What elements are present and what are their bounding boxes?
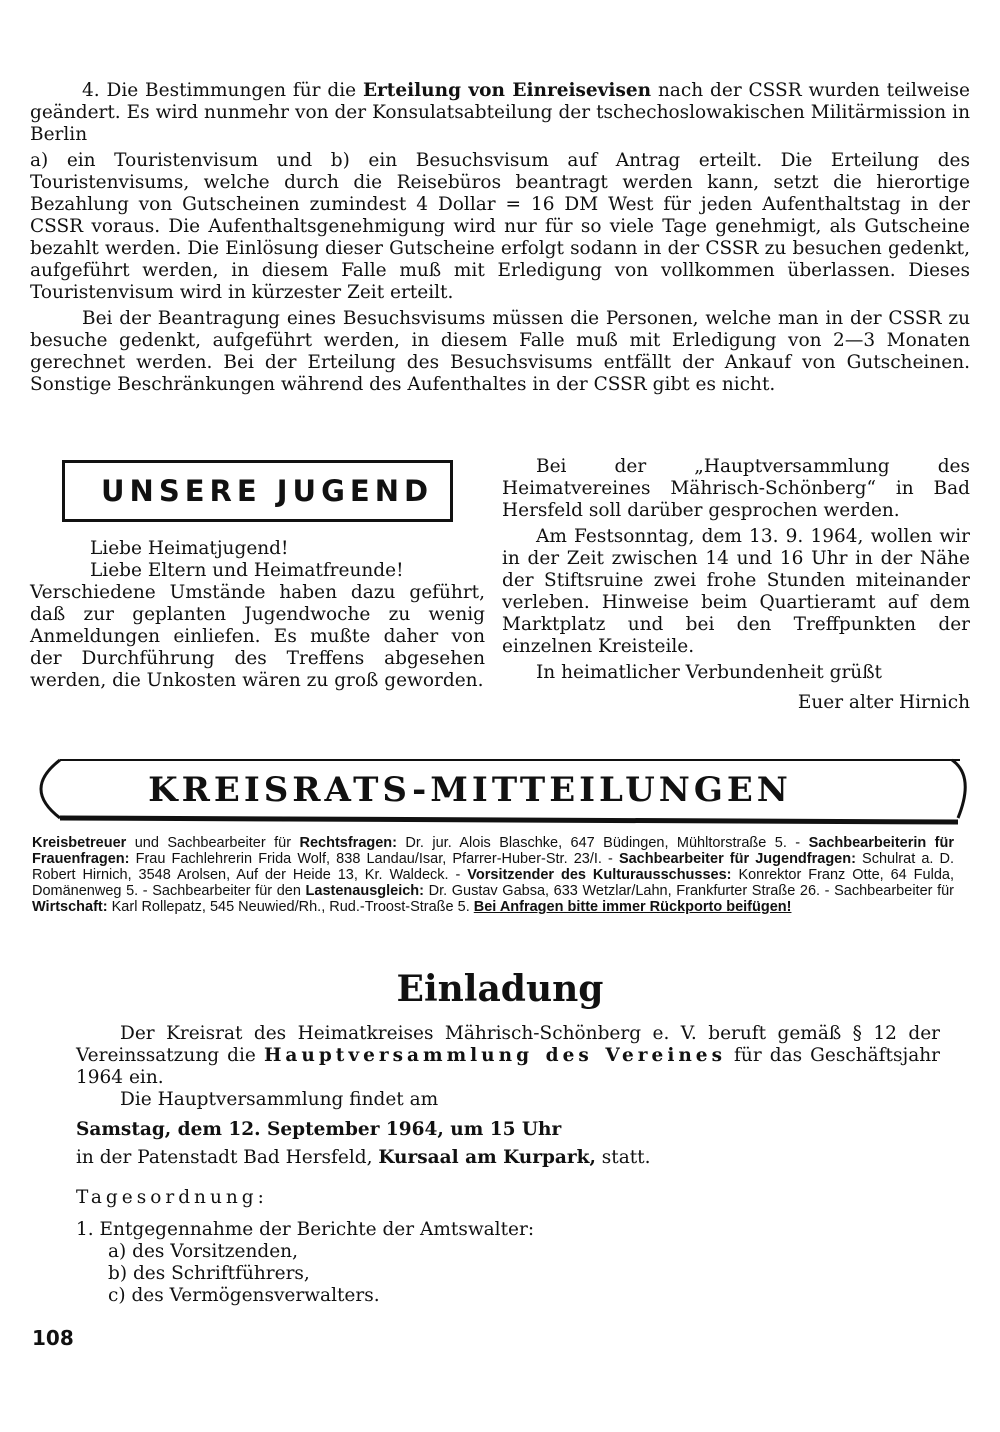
contact-label: Vorsitzender des Kulturausschusses: (467, 867, 732, 883)
jugend-column-left (30, 458, 485, 692)
text: 4. Die Bestimmungen für die (82, 80, 363, 101)
jugend-right-paragraph-1: Bei der „Hauptversammlung des Heimatvereines Mährisch-Schönberg“ in Bad Hersfeld soll darüber gesprochen werden. (502, 456, 970, 521)
einladung-section (76, 1023, 940, 1307)
agenda-item: 1. Entgegennahme der Berichte der Amtswalter: (76, 1219, 535, 1240)
bold-text: Kursaal am Kurpark, (378, 1147, 596, 1168)
contact-label: Sachbearbeiterin für Frauenfragen: (32, 835, 954, 867)
contact-text: Karl Rollepatz, 545 Neuwied/Rh., Rud.-Troost-Straße 5. (107, 899, 474, 915)
einladung-paragraph-1 (76, 1023, 940, 1089)
einladung-title: Einladung (396, 968, 604, 1010)
contact-text: Schulrat a. D. Robert Hirnich, 3548 Arolsen, Auf der Heide 13, Kr. Waldeck. - (32, 851, 955, 883)
contact-text: Dr. Gustav Gabsa, 633 Wetzlar/Lahn, Frankfurter Straße 26. - Sachbearbeiter für (423, 883, 954, 899)
meeting-date: Samstag, dem 12. September 1964, um 15 Uhr (76, 1119, 562, 1140)
visa-paragraph-2: a) ein Touristenvisum und b) ein Besuchsvisum auf Antrag erteilt. Die Erteilung des Touristenvisums, welche durch die Reisebüros beantragt werden kann, setzt die hierortige Bezahlung von Gutscheinen zumindest 4 Dollar = 16 DM West für jeden Aufenthaltstag in der CSSR voraus. Die Aufenthaltsgenehmigung wird nur für so viele Tage genehmigt, als Gutscheine bezahlt werden. Die Einlösung dieser Gutscheine erfolgt sodann in der CSSR zu besuchen gedenkt, aufgeführt werden, in diesem Falle muß mit Erledigung von vollkommen überlassen. Dieses Touristenvisum wird in kürzester Zeit erteilt. (30, 150, 970, 303)
visa-paragraph-3: Bei der Beantragung eines Besuchsvisums müssen die Personen, welche man in der CSSR zu besuche gedenkt, aufgeführt werden, in diesem Falle muß mit Erledigung von 2—3 Monaten gerechnet werden. Bei der Erteilung des Besuchsvisums entfällt der Ankauf von Gutscheinen. Sonstige Beschränkungen während des Aufenthaltes in der CSSR gibt es nicht. (30, 308, 970, 395)
contact-label: Rechtsfragen: (299, 835, 397, 851)
agenda-list (76, 1219, 940, 1307)
spaced-bold-text: Hauptversammlung des Vereines (263, 1045, 726, 1066)
contact-label: Lastenausgleich: (305, 883, 424, 899)
contact-label: Sachbearbeiter für Jugendfragen: (618, 851, 856, 867)
jugend-right-paragraph-3: In heimatlicher Verbundenheit grüßt (536, 662, 882, 683)
contact-label: Wirtschaft: (32, 899, 108, 915)
einladung-paragraph-2: Die Hauptversammlung findet am (120, 1089, 439, 1110)
jugend-greeting (90, 538, 485, 582)
jugend-body: Verschiedene Umstände haben dazu geführt, daß zur geplanten Jugendwoche zu wenig Anmeldungen einliefen. Es mußte daher von der Durchführung des Treffens abgesehen werden, die Unkosten wären zu groß geworden. (30, 582, 485, 691)
bold-text: Erteilung von Einreisevisen (362, 80, 652, 101)
text: Der Kreisrat des Heimatkreises Mährisch-Schönberg e. V. beruft gemäß § 12 der Vereinssatzung die (76, 1023, 940, 1066)
jugend-right-paragraph-2: Am Festsonntag, dem 13. 9. 1964, wollen wir in der Zeit zwischen 14 und 16 Uhr in der Nähe der Stiftsruine zwei frohe Stunden miteinander verleben. Hinweise beim Quartieramt auf dem Marktplatz und bei den Treffpunkten der einzelnen Kreisteile. (502, 526, 970, 657)
agenda-subitem: b) des Schriftführers, (108, 1263, 310, 1284)
contact-text: Dr. jur. Alois Blaschke, 647 Büdingen, Mühltorstraße 5. - (397, 835, 809, 851)
greeting-line-2: Liebe Eltern und Heimatfreunde! (90, 560, 404, 581)
agenda-title: Tagesordnung: (76, 1187, 268, 1208)
kreisrat-title: KREISRATS-MITTEILUNGEN (148, 770, 792, 810)
signature: Euer alter Hirnich (797, 692, 970, 713)
text: nach der CSSR wurden teilweise geändert. Es wird nunmehr von der Konsulatsabteilung der tschechoslowakischen Militärmission in Berlin (30, 80, 971, 145)
return-postage-note: Bei Anfragen bitte immer Rückporto beifügen! (473, 899, 792, 915)
contact-text: und Sachbearbeiter für (126, 835, 300, 851)
contact-text: Konrektor Franz Otte, 64 Fulda, Domänenweg 5. - Sachbearbeiter für den (32, 867, 954, 899)
page-number: 108 (32, 1326, 74, 1350)
meeting-place (76, 1147, 940, 1169)
jugend-heading: UNSERE JUGEND (101, 474, 434, 508)
contact-label: Kreisbetreuer (32, 835, 127, 851)
text: statt. (595, 1147, 651, 1168)
kreisrat-contacts (32, 835, 954, 915)
jugend-column-right (502, 456, 970, 713)
agenda-subitem: a) des Vorsitzenden, (108, 1241, 298, 1262)
jugend-heading-box (62, 460, 453, 522)
visa-paragraph-1 (30, 80, 970, 146)
text: für das Geschäftsjahr 1964 ein. (76, 1045, 940, 1088)
agenda-subitem: c) des Vermögensverwalters. (108, 1285, 380, 1306)
kreisrat-banner (30, 746, 970, 832)
visa-section (30, 80, 970, 400)
contact-text: Frau Fachlehrerin Frida Wolf, 838 Landau/Isar, Pfarrer-Huber-Str. 23/I. - (129, 851, 619, 867)
greeting-line-1: Liebe Heimatjugend! (90, 538, 289, 559)
text: in der Patenstadt Bad Hersfeld, (76, 1147, 379, 1168)
